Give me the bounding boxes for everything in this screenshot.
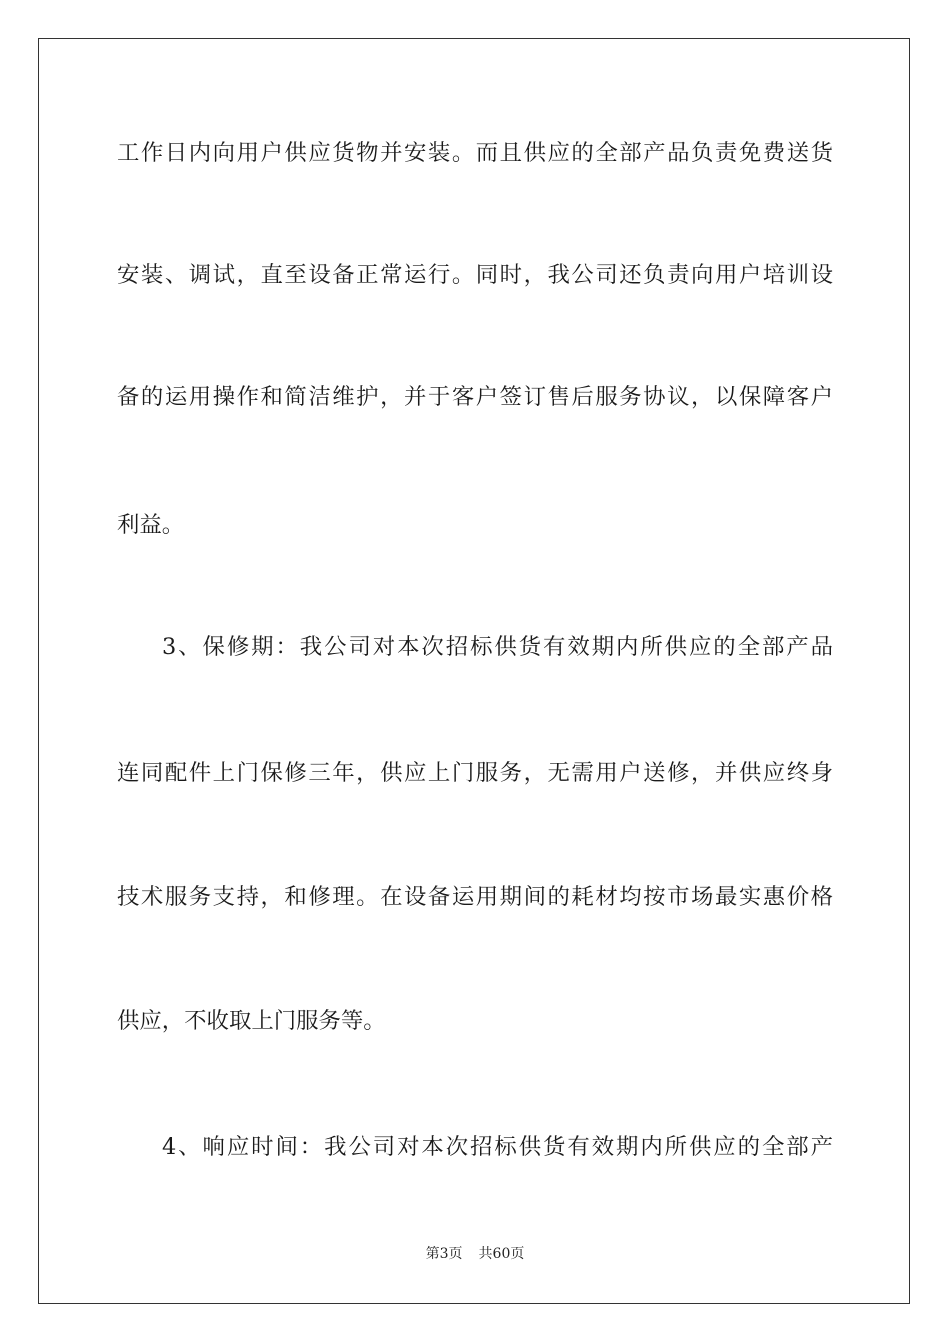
body-line-indented: 4、响应时间：我公司对本次招标供货有效期内所供应的全部产 — [162, 1134, 833, 1160]
body-line: 利益。 — [117, 512, 185, 538]
total-pages: 共60页 — [478, 1246, 525, 1262]
page-footer — [0, 1245, 950, 1263]
body-line: 安装、调试，直至设备正常运行。同时，我公司还负责向用户培训设 — [117, 262, 833, 288]
page-number: 第3页 — [425, 1246, 463, 1262]
body-line: 连同配件上门保修三年，供应上门服务，无需用户送修，并供应终身 — [117, 760, 833, 786]
body-line: 供应，不收取上门服务等。 — [117, 1008, 386, 1034]
body-line: 技术服务支持，和修理。在设备运用期间的耗材均按市场最实惠价格 — [117, 884, 833, 910]
body-line: 工作日内向用户供应货物并安装。而且供应的全部产品负责免费送货 — [117, 140, 833, 166]
page-border — [38, 38, 910, 1304]
body-line-indented: 3、保修期：我公司对本次招标供货有效期内所供应的全部产品 — [162, 634, 833, 660]
body-line: 备的运用操作和简洁维护，并于客户签订售后服务协议，以保障客户 — [117, 384, 833, 410]
